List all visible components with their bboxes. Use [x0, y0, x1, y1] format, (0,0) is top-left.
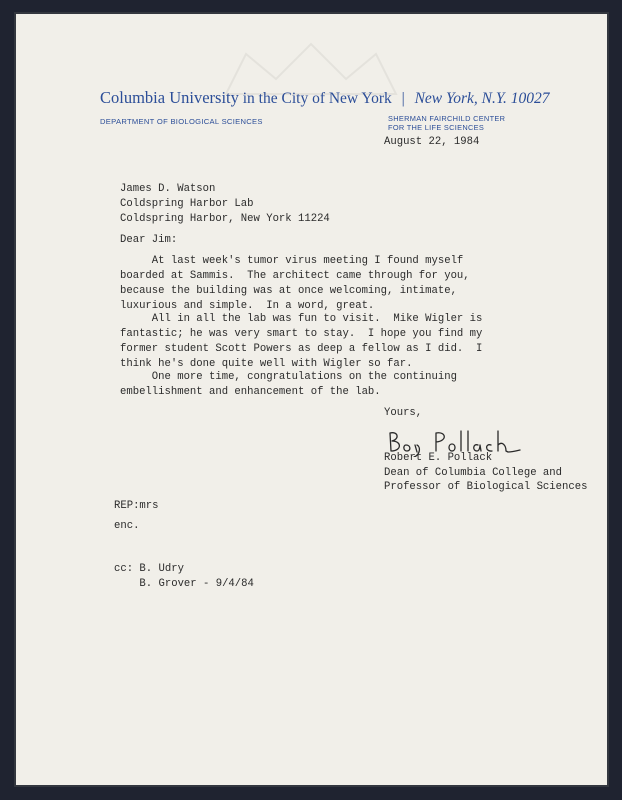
- letter-date: August 22, 1984: [384, 136, 480, 148]
- closing: Yours,: [384, 407, 423, 419]
- reference-initials: REP:mrs: [114, 500, 159, 512]
- recipient-organization: Coldspring Harbor Lab: [120, 198, 254, 210]
- signature-block: [384, 451, 587, 495]
- salutation: Dear Jim:: [120, 234, 178, 246]
- sender-title-1: Dean of Columbia College and: [384, 466, 563, 479]
- sender-name: Robert E. Pollack: [384, 452, 493, 464]
- letterhead-department: DEPARTMENT OF BIOLOGICAL SCIENCES: [100, 117, 263, 126]
- letter-page: [14, 12, 609, 787]
- letterhead-separator: |: [401, 90, 405, 107]
- letterhead-city: New York, N.Y. 10027: [414, 90, 550, 107]
- recipient-name: James D. Watson: [120, 183, 216, 195]
- center-line-2: FOR THE LIFE SCIENCES: [388, 123, 485, 132]
- university-name-tail: in the City of New York: [238, 90, 392, 107]
- center-line-1: SHERMAN FAIRCHILD CENTER: [388, 114, 506, 123]
- body-paragraph-2: All in all the lab was fun to visit. Mike Wigler is fantastic; he was very smart to stay. I hope you find my former student Scott Powers as deep a fellow as I did. I think he's done quite well with Wigler so far.: [120, 313, 483, 370]
- letterhead-center: [388, 114, 505, 132]
- sender-title-2: Professor of Biological Sciences: [384, 481, 588, 493]
- enclosure-note: enc.: [114, 520, 140, 532]
- body-paragraph-1: At last week's tumor virus meeting I found myself boarded at Sammis. The architect came through for you, because the building was at once welcoming, intimate, luxurious and simple. In a word, great.: [120, 255, 470, 312]
- university-name: Columbia University: [100, 88, 239, 107]
- letterhead-university: [100, 88, 550, 108]
- recipient-location: Coldspring Harbor, New York 11224: [120, 213, 330, 225]
- recipient-address: [120, 182, 330, 227]
- body-paragraph-3: One more time, congratulations on the continuing embellishment and enhancement of the lab.: [120, 371, 457, 398]
- cc-list: cc: B. Udry B. Grover - 9/4/84: [114, 563, 254, 590]
